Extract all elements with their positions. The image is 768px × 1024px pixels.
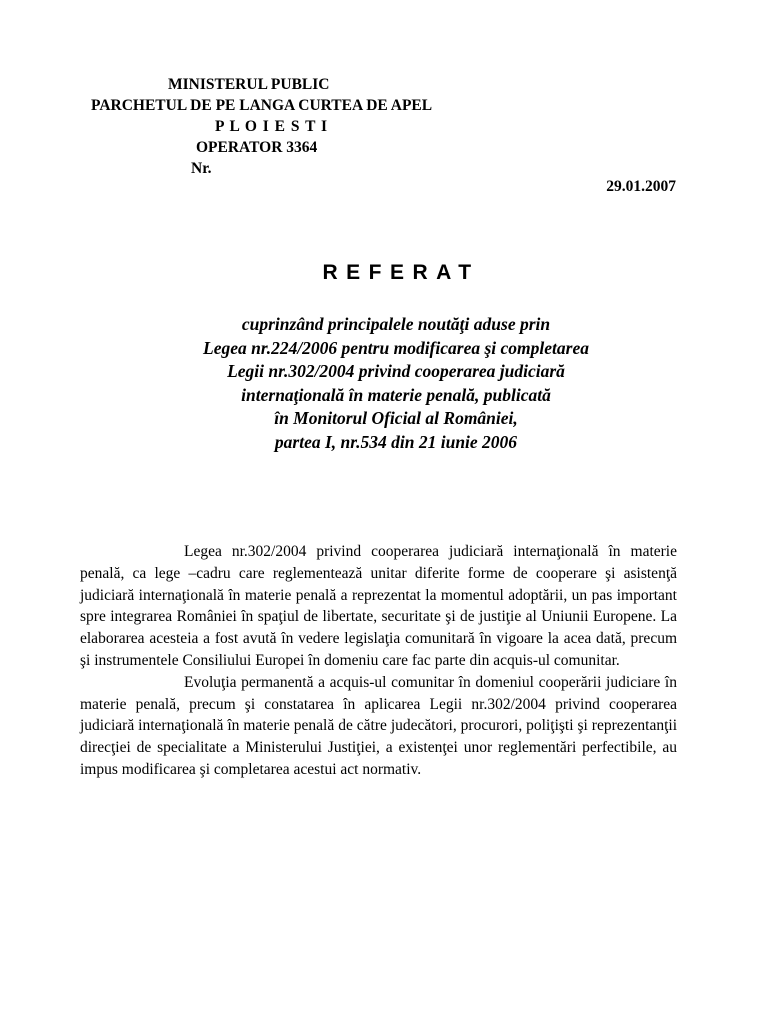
subtitle-line: în Monitorul Oficial al României, (274, 408, 518, 428)
document-title: REFERAT (322, 261, 480, 284)
body-paragraph: Evoluţia permanentă a acquis-ul comunitar în domeniul cooperării judiciare în materie penală, precum şi constatarea în aplicarea Legii nr.302/2004 privind cooperarea judiciară internaţională în materie penală de către judecători, procurori, poliţişti şi reprezentanţii direcţiei de specialitate a Ministerului Justiţiei, a existenţei unor reglementări perfectibile, au impus modificarea şi completarea acestui act normativ. (80, 673, 677, 778)
body-paragraph: Legea nr.302/2004 privind cooperarea judiciară internaţională în materie penală, ca lege –cadru care reglementează unitar diferite forme de cooperare şi asistenţă judiciară internaţională în materie penală a reprezentat la momentul adoptării, un pas important spre integrarea României în spaţiul de libertate, securitate şi de justiţie al Uniunii Europene. La elaborarea acesteia a fost avută în vedere legislaţia comunitară în vigoare la acea dată, precum şi instrumentele Consiliului Europei în domeniu care fac parte din acquis-ul comunitar. (80, 543, 677, 669)
subtitle-line: cuprinzând principalele noutăţi aduse prin (241, 314, 551, 334)
document-date: 29.01.2007 (606, 178, 676, 195)
subtitle-line: Legii nr.302/2004 privind cooperarea judiciară (227, 361, 565, 381)
header-number: Nr. (191, 160, 212, 177)
header-prosecutor-office: PARCHETUL DE PE LANGA CURTEA DE APEL (91, 97, 433, 114)
subtitle-line: internaţională în materie penală, publicată (241, 384, 551, 405)
header-operator: OPERATOR 3364 (196, 139, 318, 156)
document-subtitle (0, 313, 768, 454)
subtitle-line: Legea nr.224/2006 pentru modificarea şi completarea (203, 337, 589, 358)
subtitle-line: partea I, nr.534 din 21 iunie 2006 (274, 431, 518, 452)
header-ministry: MINISTERUL PUBLIC (168, 76, 330, 93)
document-body (80, 541, 677, 781)
header-city: P L O I E S T I (215, 118, 329, 135)
